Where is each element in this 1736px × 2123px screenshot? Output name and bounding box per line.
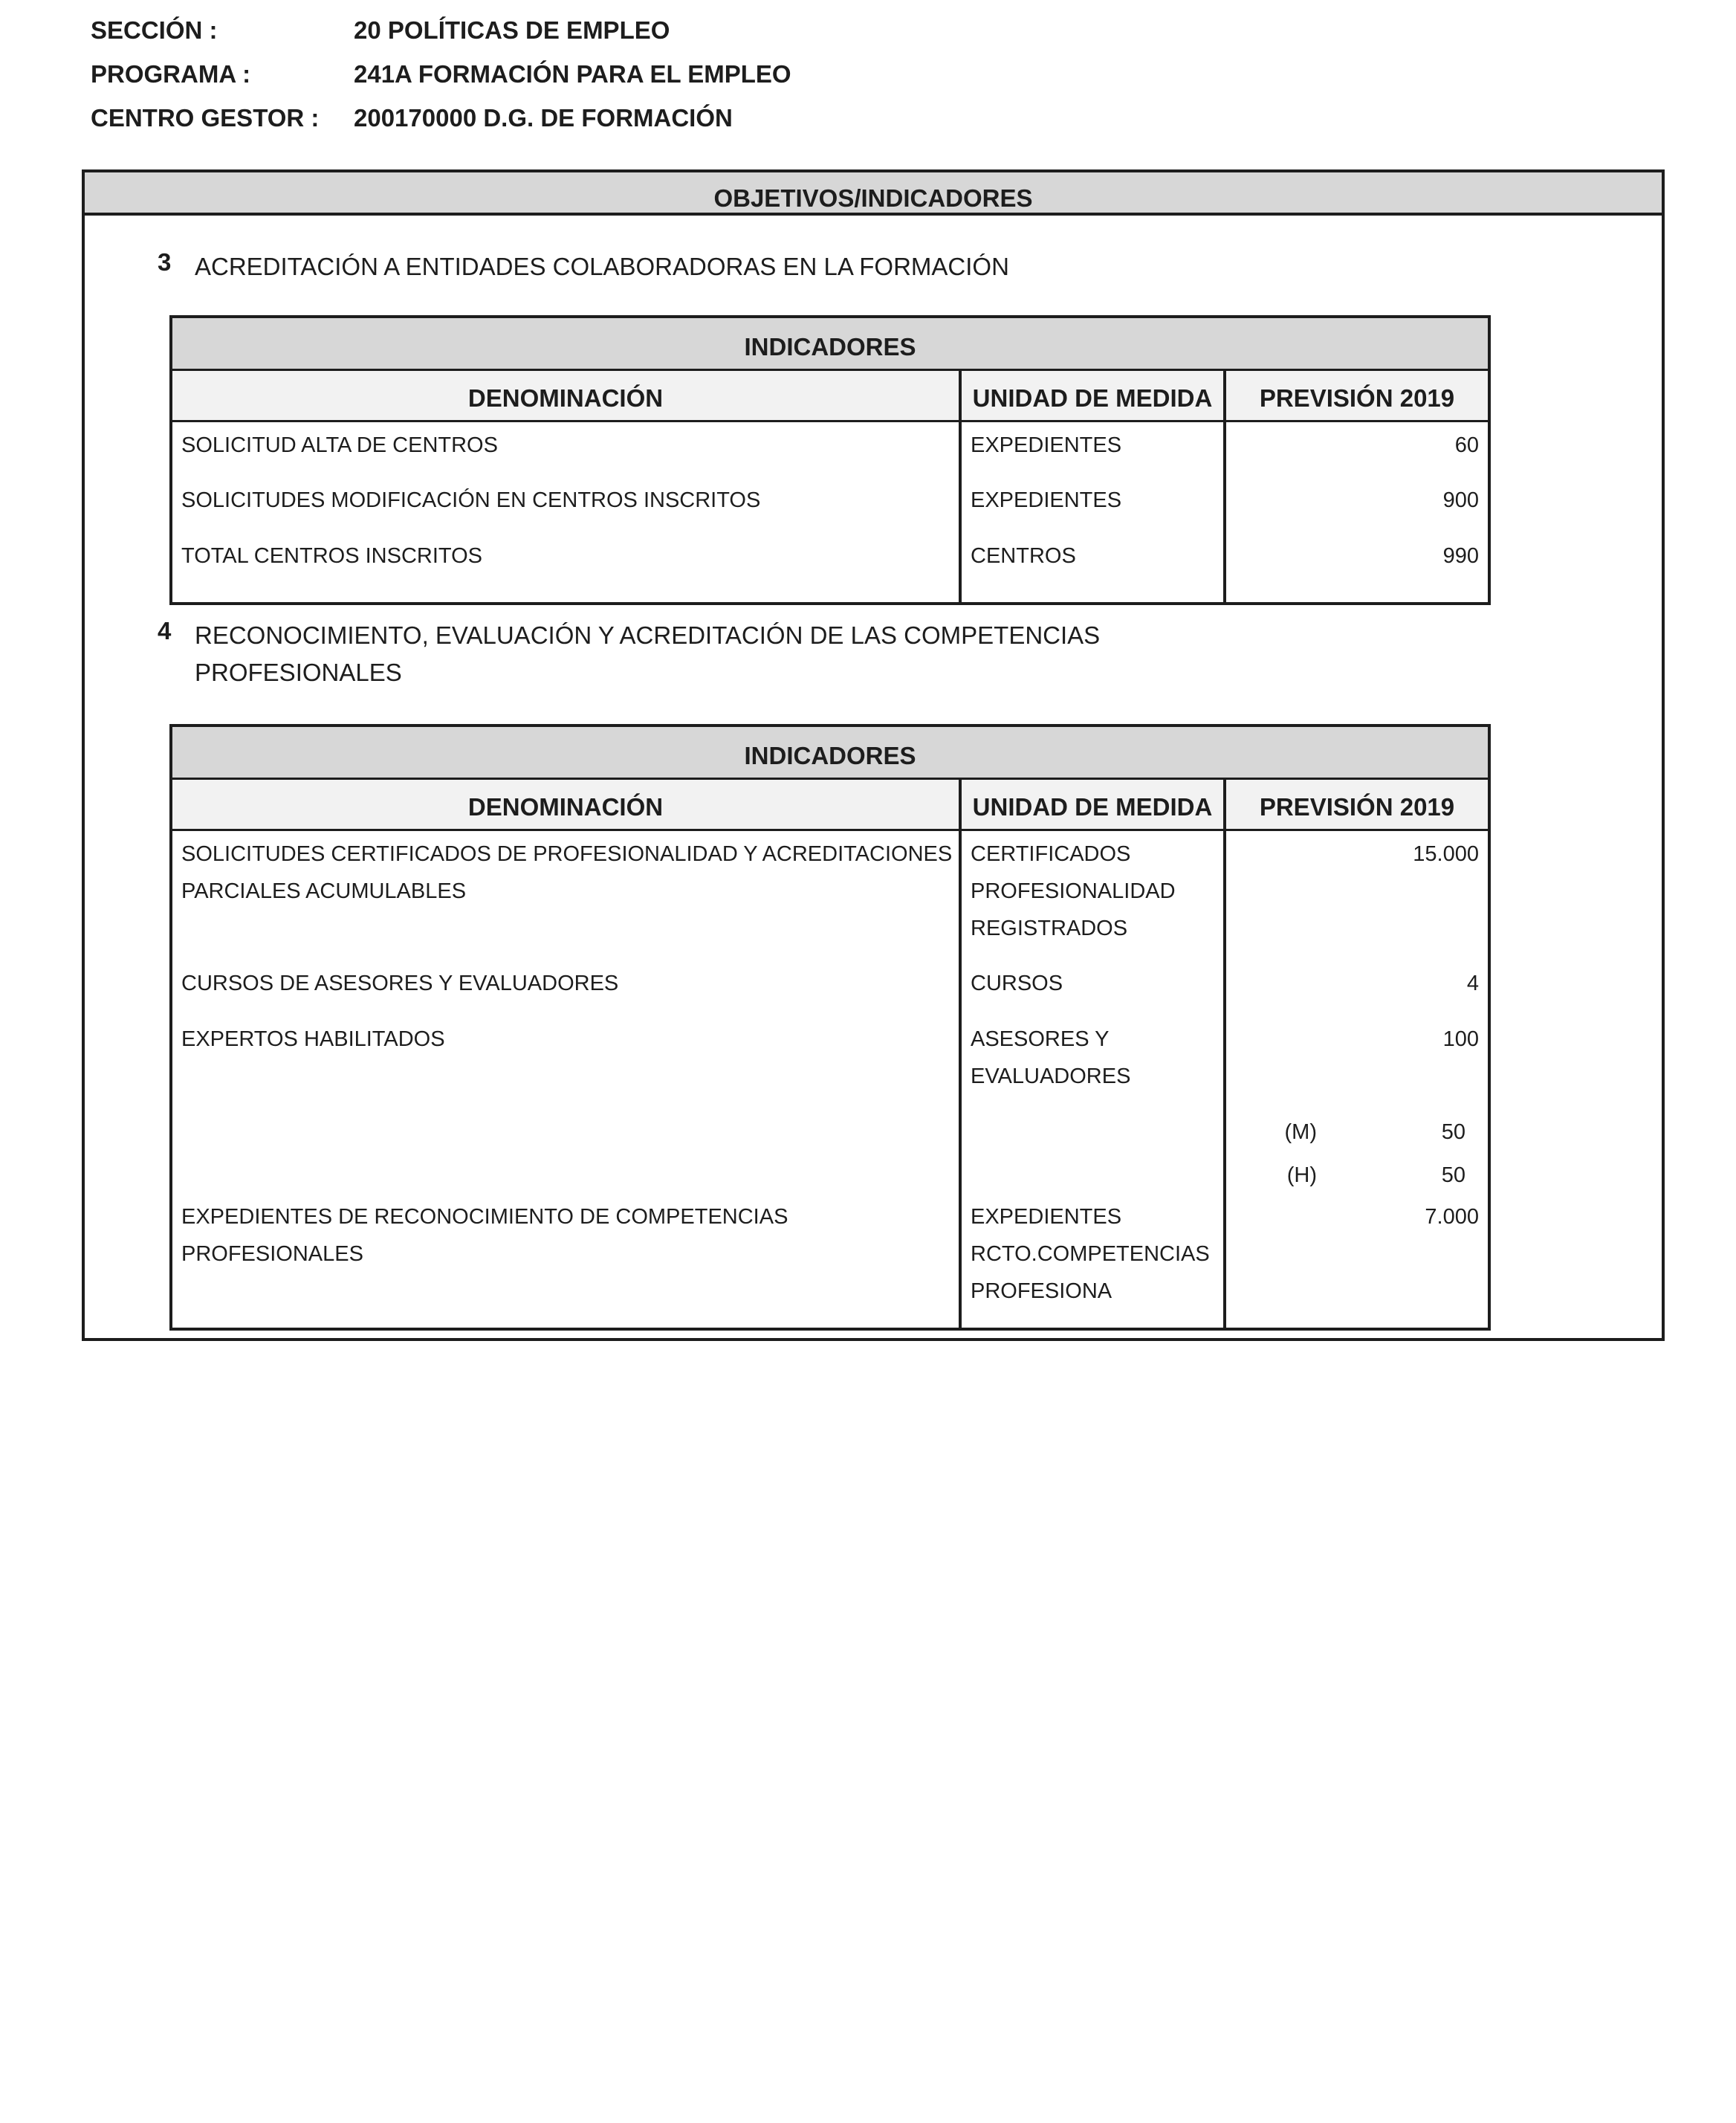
table-row: [171, 1194, 1489, 1329]
row-denominacion: CURSOS DE ASESORES Y EVALUADORES: [171, 960, 960, 1016]
programa-value: 241A FORMACIÓN PARA EL EMPLEO: [354, 60, 791, 88]
row-denominacion: SOLICITUD ALTA DE CENTROS: [171, 421, 960, 477]
row-unidad: CENTROS: [960, 533, 1225, 604]
col-denominacion: DENOMINACIÓN: [171, 779, 960, 830]
objetivos-box-title: OBJETIVOS/INDICADORES: [85, 172, 1662, 216]
row-denominacion: SOLICITUDES MODIFICACIÓN EN CENTROS INSCRITOS: [171, 477, 960, 533]
row-unidad: CERTIFICADOS PROFESIONALIDAD REGISTRADOS: [960, 830, 1225, 960]
row-unidad: EXPEDIENTES RCTO.COMPETENCIAS PROFESIONA: [960, 1194, 1225, 1329]
table-row: [171, 830, 1489, 960]
objetivos-box: [82, 169, 1665, 1341]
split-h: (H) 50: [1286, 1163, 1465, 1187]
table-row: [171, 477, 1489, 533]
row-denominacion: SOLICITUDES CERTIFICADOS DE PROFESIONALIDAD Y ACREDITACIONES PARCIALES ACUMULABLES: [171, 830, 960, 960]
indicators-title: INDICADORES: [171, 317, 1489, 370]
table-row: [171, 1016, 1489, 1109]
objective-number: 3: [158, 248, 172, 276]
col-unidad-medida: UNIDAD DE MEDIDA: [960, 370, 1225, 421]
objective-number: 4: [158, 617, 172, 644]
objective-text-line: RECONOCIMIENTO, EVALUACIÓN Y ACREDITACIÓN DE LAS COMPETENCIAS: [195, 621, 1101, 649]
objective-text-line: ACREDITACIÓN A ENTIDADES COLABORADORAS EN LA FORMACIÓN: [195, 253, 1009, 280]
seccion-label: SECCIÓN :: [91, 16, 218, 44]
table-row: [171, 533, 1489, 604]
split-m: (M) 50: [1284, 1119, 1465, 1144]
row-prevision: 15.000: [1413, 842, 1479, 866]
row-unidad: EXPEDIENTES: [960, 421, 1225, 477]
col-prevision: PREVISIÓN 2019: [1225, 779, 1489, 830]
row-prevision: 60: [1454, 433, 1479, 457]
row-prevision: 900: [1442, 488, 1479, 512]
row-denominacion: EXPEDIENTES DE RECONOCIMIENTO DE COMPETENCIAS PROFESIONALES: [171, 1194, 960, 1329]
centro-gestor-value: 200170000 D.G. DE FORMACIÓN: [354, 104, 733, 132]
row-unidad: ASESORES Y EVALUADORES: [960, 1016, 1225, 1109]
objective-text: [195, 617, 1235, 691]
col-denominacion: DENOMINACIÓN: [171, 370, 960, 421]
indicators-title: INDICADORES: [171, 726, 1489, 779]
row-prevision: 7.000: [1425, 1204, 1479, 1229]
seccion-value: 20 POLÍTICAS DE EMPLEO: [354, 16, 670, 44]
col-unidad-medida: UNIDAD DE MEDIDA: [960, 779, 1225, 830]
indicators-table-4: [169, 724, 1491, 1331]
centro-gestor-label: CENTRO GESTOR :: [91, 104, 320, 132]
objective-text-line: PROFESIONALES: [195, 659, 402, 686]
indicators-table-3: [169, 315, 1491, 605]
objective-text: [195, 248, 1235, 285]
table-row: [171, 960, 1489, 1016]
row-prevision-split: [1225, 1109, 1489, 1194]
col-prevision: PREVISIÓN 2019: [1225, 370, 1489, 421]
row-denominacion: TOTAL CENTROS INSCRITOS: [171, 533, 960, 604]
programa-label: PROGRAMA :: [91, 60, 251, 88]
row-prevision: 990: [1442, 543, 1479, 568]
row-prevision: 4: [1466, 971, 1479, 995]
table-row: [171, 421, 1489, 477]
row-unidad: CURSOS: [960, 960, 1225, 1016]
row-prevision: 100: [1442, 1027, 1479, 1051]
row-unidad: EXPEDIENTES: [960, 477, 1225, 533]
row-denominacion: EXPERTOS HABILITADOS: [171, 1016, 960, 1109]
table-row-split: [171, 1109, 1489, 1194]
